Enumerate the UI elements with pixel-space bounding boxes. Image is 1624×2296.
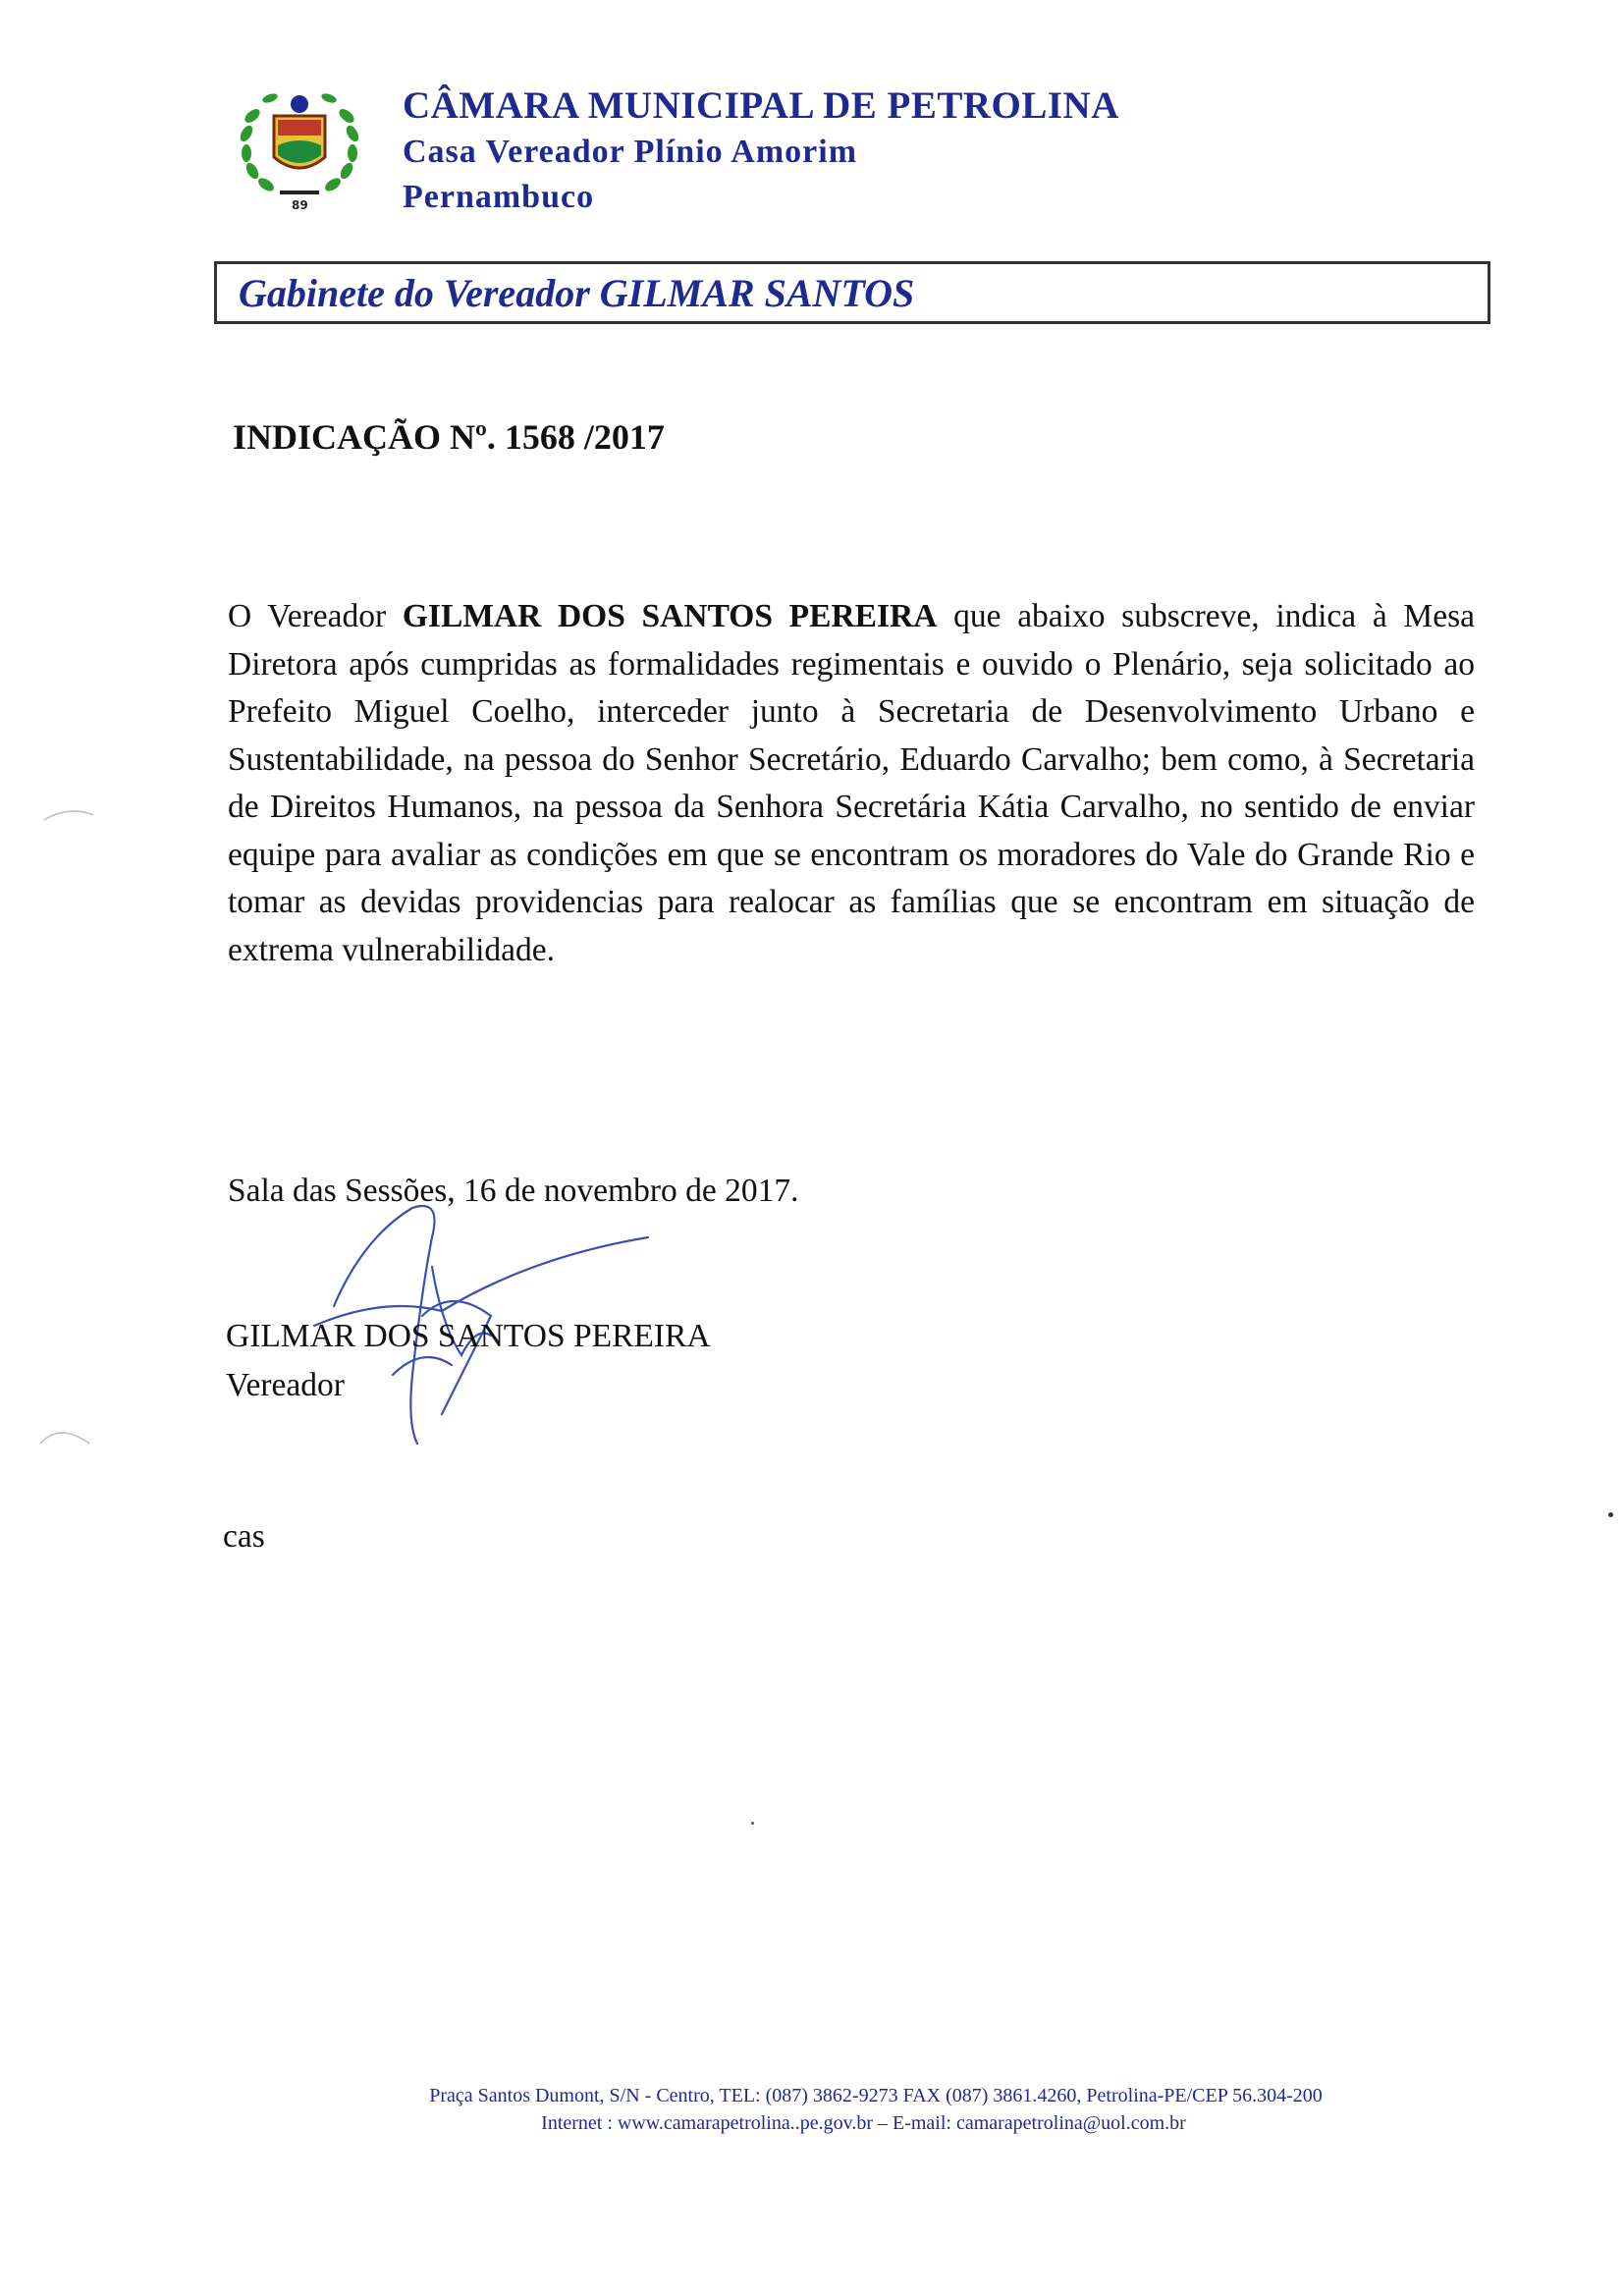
letterhead: [231, 69, 1409, 226]
body-councillor-name: GILMAR DOS SANTOS PEREIRA: [402, 598, 938, 634]
scan-artifact-dot: [751, 1822, 754, 1825]
scan-artifact-dot: [1608, 1512, 1613, 1517]
typist-initials: cas: [223, 1518, 265, 1555]
house-name: Casa Vereador Plínio Amorim: [403, 134, 858, 170]
scan-artifact-mark: [35, 1424, 94, 1463]
svg-text:89: 89: [292, 198, 308, 212]
cabinet-box: [214, 261, 1490, 324]
date-line: Sala das Sessões, 16 de novembro de 2017.: [228, 1173, 799, 1209]
scan-artifact-mark: [39, 805, 98, 825]
municipal-crest-laurel-icon: [231, 77, 368, 214]
footer-address: Praça Santos Dumont, S/N - Centro, TEL: (087) 3862-9273 FAX (087) 3861.4260, Petrolina-PE/CEP 56.304-200: [429, 2085, 1323, 2106]
footer-contact: Internet : www.camarapetrolina..pe.gov.br – E-mail: camarapetrolina@uol.com.br: [541, 2112, 1186, 2134]
footer: [0, 2082, 1624, 2137]
cabinet-label: Gabinete do Vereador GILMAR SANTOS: [239, 271, 915, 315]
body-paragraph: [228, 593, 1475, 974]
org-name: CÂMARA MUNICIPAL DE PETROLINA: [403, 84, 1119, 127]
document-title: INDICAÇÃO Nº. 1568 /2017: [233, 417, 665, 457]
signer-role: Vereador: [226, 1367, 345, 1403]
state-name: Pernambuco: [403, 179, 595, 215]
organization-block: [403, 82, 1119, 220]
body-rest: que abaixo subscreve, indica à Mesa Diretora após cumpridas as formalidades regimentais e ouvido o Plenário, seja solicitado ao Prefeito Miguel Coelho, interceder junto à Secretaria de Desenvolvimento Urbano e Sustentabilidade, na pessoa do Senhor Secretário, Eduardo Carvalho; bem como, à Secretaria de Direitos Humanos, na pessoa da Senhora Secretária Kátia Carvalho, no sentido de enviar equipe para avaliar as condições em que se encontram os moradores do Vale do Grande Rio e tomar as devidas providencias para realocar as famílias que se encontram em situação de extrema vulnerabilidade.: [228, 598, 1475, 968]
signer-name: GILMAR DOS SANTOS PEREIRA: [226, 1318, 711, 1354]
body-prefix: O Vereador: [228, 598, 403, 634]
